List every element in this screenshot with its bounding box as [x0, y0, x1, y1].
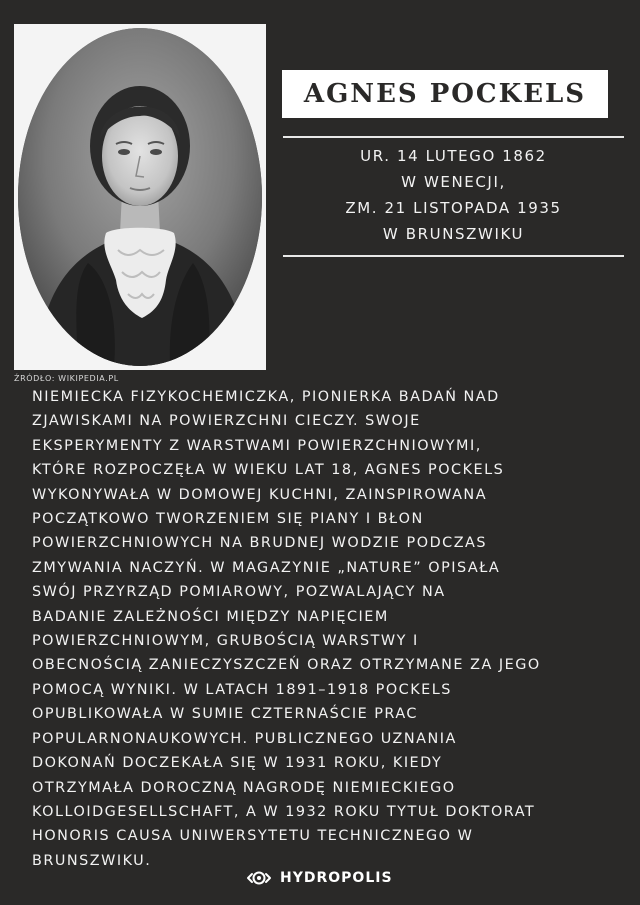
description-line: WYKONYWAŁA W DOMOWEJ KUCHNI, ZAINSPIROWANA	[32, 486, 488, 503]
description-line: DOKONAŃ DOCZEKAŁA SIĘ W 1931 ROKU, KIEDY	[32, 755, 443, 772]
hydropolis-logo	[246, 867, 393, 889]
portrait-photo	[18, 28, 262, 366]
description-line: BRUNSZWIKU.	[32, 852, 152, 869]
portrait-frame	[14, 24, 266, 370]
bio-line-death-date: ZM. 21 LISTOPADA 1935	[345, 199, 562, 217]
description-line: KOLLOIDGESELLSCHAFT, A W 1932 ROKU TYTUŁ DOKTORAT	[32, 803, 536, 820]
description-line: POWIERZCHNIOWYCH NA BRUDNEJ WODZIE PODCZAS	[32, 535, 488, 552]
description-line: OBECNOŚCIĄ ZANIECZYSZCZEŃ ORAZ OTRZYMANE ZA JEGO	[32, 657, 541, 674]
description-line: NIEMIECKA FIZYKOCHEMICZKA, PIONIERKA BADAŃ NAD	[32, 389, 500, 405]
divider-bottom	[283, 255, 624, 257]
hydropolis-logo-icon	[246, 869, 272, 887]
description-line: OTRZYMAŁA DOROCZNĄ NAGRODĘ NIEMIECKIEGO	[32, 779, 456, 796]
portrait-illustration	[18, 28, 262, 366]
description-line: POMOCĄ WYNIKI. W LATACH 1891–1918 POCKELS	[32, 681, 452, 698]
page-title: AGNES POCKELS	[303, 79, 587, 109]
divider-top	[283, 136, 624, 138]
description-line: KTÓRE ROZPOCZĘŁA W WIEKU LAT 18, AGNES POCKELS	[32, 462, 505, 479]
logo-text: HYDROPOLIS	[280, 870, 393, 886]
title-box	[282, 70, 608, 118]
description-line: OPUBLIKOWAŁA W SUMIE CZTERNAŚCIE PRAC	[32, 706, 418, 723]
description-line: POWIERZCHNIOWYM, GRUBOŚCIĄ WARSTWY I	[32, 633, 419, 650]
description-line: BADANIE ZALEŻNOŚCI MIĘDZY NAPIĘCIEM	[32, 608, 389, 625]
description-text	[32, 385, 632, 873]
description-line: ZMYWANIA NACZYŃ. W MAGAZYNIE „NATURE” OPISAŁA	[32, 559, 501, 576]
description-line: POCZĄTKOWO TWORZENIEM SIĘ PIANY I BŁON	[32, 511, 424, 528]
photo-source-caption: ŹRÓDŁO: WIKIPEDIA.PL	[14, 374, 119, 383]
description-line: ZJAWISKAMI NA POWIERZCHNI CIECZY. SWOJE	[32, 413, 421, 430]
description-line: SWÓJ PRZYRZĄD POMIAROWY, POZWALAJĄCY NA	[32, 584, 446, 601]
bio-line-death-place: W BRUNSZWIKU	[382, 225, 525, 243]
bio-block	[283, 143, 624, 247]
description-line: POPULARNONAUKOWYCH. PUBLICZNEGO UZNANIA	[32, 730, 457, 747]
bio-line-birth-place: W WENECJI,	[401, 173, 506, 191]
description-line: HONORIS CAUSA UNIWERSYTETU TECHNICZNEGO W	[32, 828, 474, 845]
bio-line-birth-date: UR. 14 LUTEGO 1862	[360, 147, 547, 165]
description-line: EKSPERYMENTY Z WARSTWAMI POWIERZCHNIOWYMI,	[32, 437, 482, 454]
